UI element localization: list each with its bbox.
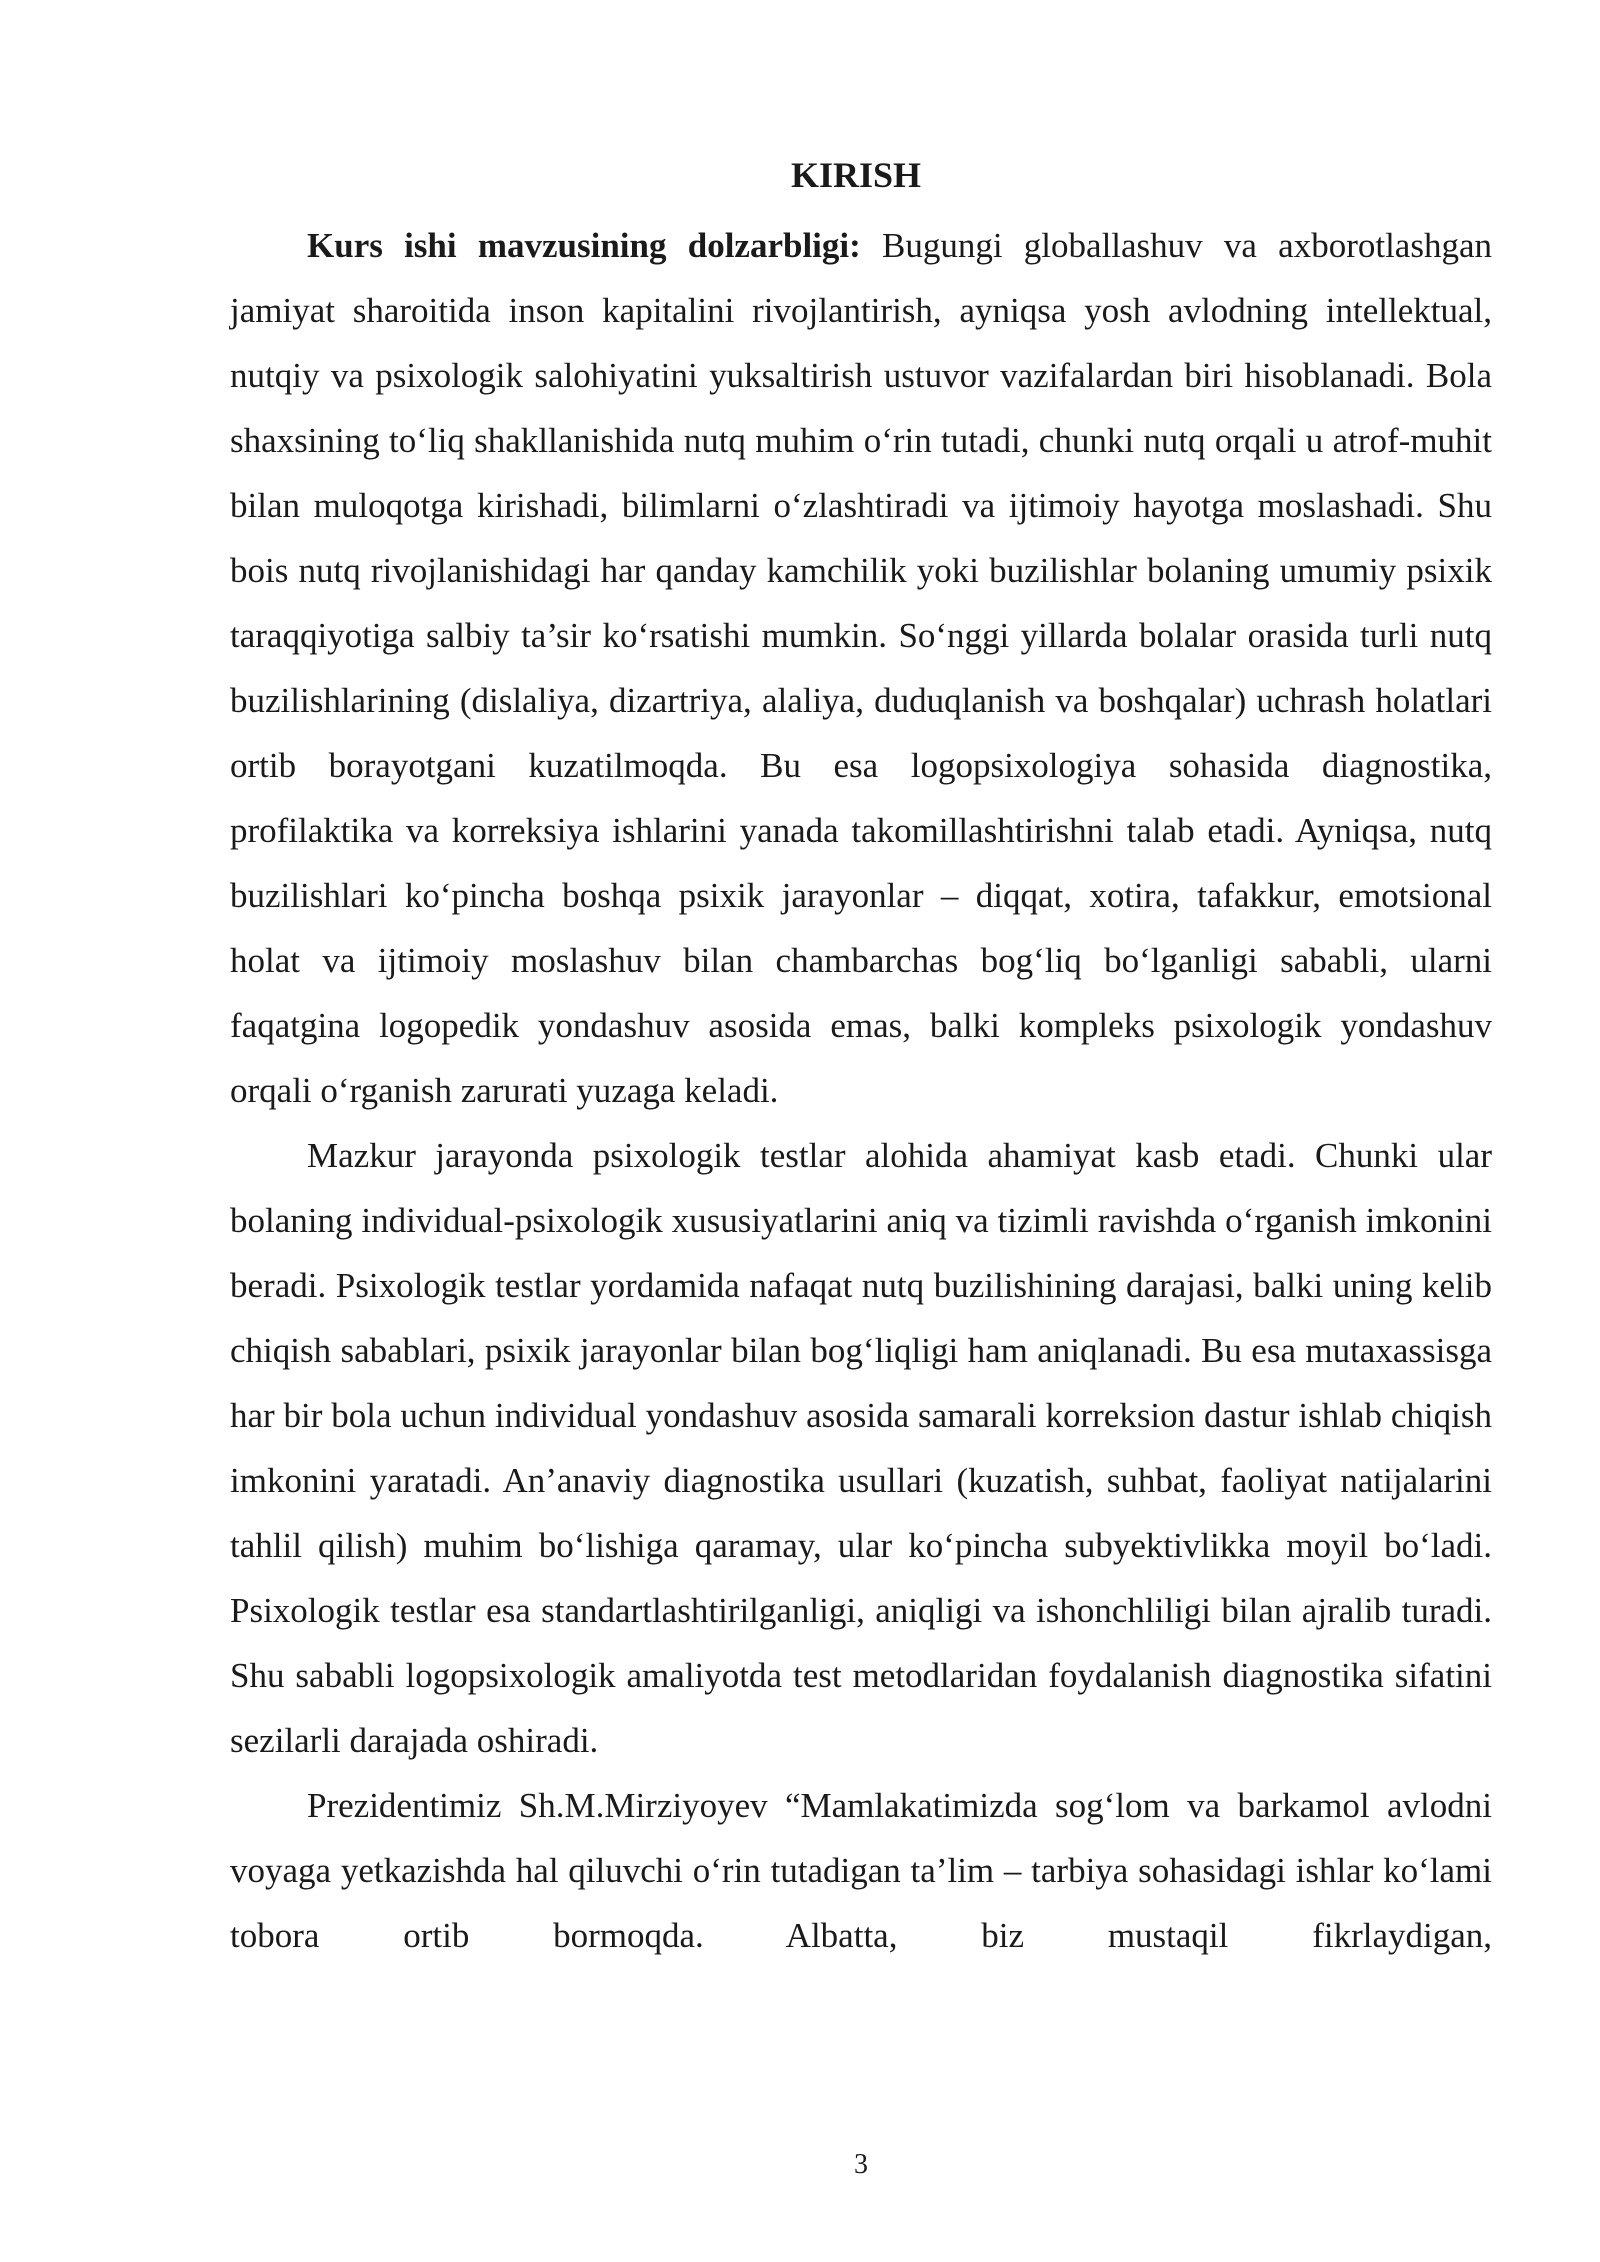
page-number: 3 — [854, 2149, 868, 2180]
paragraph-text: Bugungi globallashuv va axborotlashgan jamiyat sharoitida inson kapitalini rivojlantirish, ayniqsa yosh avlodning intellektual, nutqiy va psixologik salohiyatini yuksaltirish ustuvor vazifalardan biri hisoblanadi. Bola shaxsining to‘liq shakllanishida nutq muhim o‘rin tutadi, chunki nutq orqali u atrof-muhit bilan muloqotga kirishadi, bilimlarni o‘zlashtiradi va ijtimoiy hayotga moslashadi. Shu bois nutq rivojlanishidagi har qanday kamchilik yoki buzilishlar bolaning umumiy psixik taraqqiyotiga salbiy ta’sir ko‘rsatishi mumkin. So‘nggi yillarda bolalar orasida turli nutq buzilishlarining (dislaliya, dizartriya, alaliya, duduqlanish va boshqalar) uchrash holatlari ortib borayotgani kuzatilmoqda. Bu esa logopsixologiya sohasida diagnostika, profilaktika va korreksiya ishlarini yanada takomillashtirishni talab etadi. Ayniqsa, nutq buzilishlari ko‘pincha boshqa psixik jarayonlar – diqqat, xotira, tafakkur, emotsional holat va ijtimoiy moslashuv bilan chambarchas bog‘liq bo‘lganligi sababli, ularni faqatgina logopedik yondashuv asosida emas, balki kompleks psixologik yondashuv orqali o‘rganish zarurati yuzaga keladi. — [230, 226, 1492, 1110]
document-body — [230, 213, 1492, 1968]
paragraph-president: Prezidentimiz Sh.M.Mirziyoyev “Mamlakatimizda sog‘lom va barkamol avlodni voyaga yetkazishda hal qiluvchi o‘rin tutadigan ta’lim – tarbiya sohasidagi ishlar ko‘lami tobora ortib bormoqda. Albatta, biz mustaqil fikrlaydigan, — [230, 1786, 1492, 1955]
paragraph-relevance — [230, 213, 1492, 1123]
page-title: KIRISH — [790, 155, 922, 195]
paragraph-tests: Mazkur jarayonda psixologik testlar alohida ahamiyat kasb etadi. Chunki ular bolaning individual-psixologik xususiyatlarini aniq va tizimli ravishda o‘rganish imkonini beradi. Psixologik testlar yordamida nafaqat nutq buzilishining darajasi, balki uning kelib chiqish sabablari, psixik jarayonlar bilan bog‘liqligi ham aniqlanadi. Bu esa mutaxassisga har bir bola uchun individual yondashuv asosida samarali korreksion dastur ishlab chiqish imkonini yaratadi. An’anaviy diagnostika usullari (kuzatish, suhbat, faoliyat natijalarini tahlil qilish) muhim bo‘lishiga qaramay, ular ko‘pincha subyektivlikka moyil bo‘ladi. Psixologik testlar esa standartlashtirilganligi, aniqligi va ishonchliligi bilan ajralib turadi. Shu sababli logopsixologik amaliyotda test metodlaridan foydalanish diagnostika sifatini sezilarli darajada oshiradi. — [230, 1136, 1492, 1760]
paragraph-lead: Kurs ishi mavzusining dolzarbligi: — [307, 226, 861, 265]
